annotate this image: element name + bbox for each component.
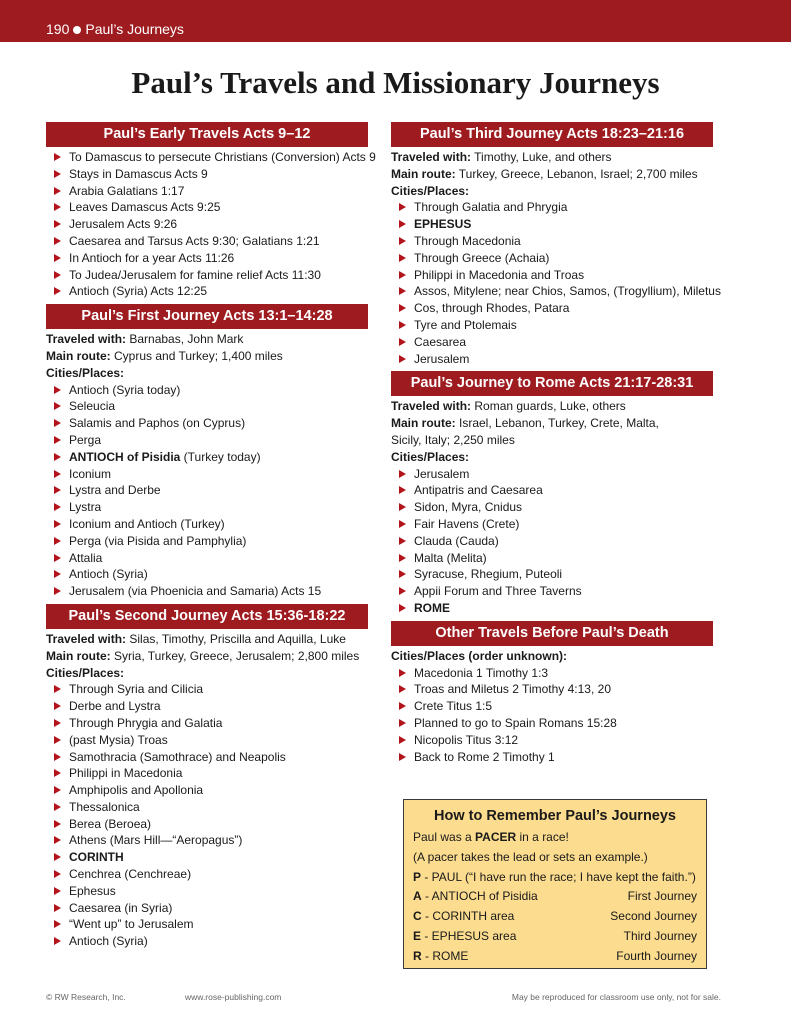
list-item: ROME (391, 600, 713, 617)
triangle-bullet-icon (399, 753, 406, 761)
list-item: Cos, through Rhodes, Patara (391, 300, 713, 317)
triangle-bullet-icon (54, 187, 61, 195)
triangle-bullet-icon (54, 570, 61, 578)
third-journey-list (391, 199, 721, 367)
triangle-bullet-icon (54, 436, 61, 444)
list-item: Salamis and Paphos (on Cyprus) (46, 415, 368, 432)
list-item: EPHESUS (391, 216, 713, 233)
traveled-with: Traveled with: Barnabas, John Mark (46, 332, 244, 347)
triangle-bullet-icon (54, 254, 61, 262)
list-item: Thessalonica (46, 799, 368, 816)
triangle-bullet-icon (54, 419, 61, 427)
main-route-continued: Sicily, Italy; 2,250 miles (391, 432, 515, 447)
running-header (46, 20, 184, 38)
list-item: Philippi in Macedonia (46, 765, 368, 782)
triangle-bullet-icon (399, 736, 406, 744)
triangle-bullet-icon (399, 537, 406, 545)
pacer-definition: (A pacer takes the lead or sets an example.) (413, 849, 648, 864)
list-item: Lystra and Derbe (46, 482, 368, 499)
traveled-with: Traveled with: Silas, Timothy, Priscilla and Aquilla, Luke (46, 631, 346, 646)
footer-notice: May be reproduced for classroom use only, not for sale. (511, 992, 721, 1002)
cities-label: Cities/Places: (391, 449, 470, 464)
section-name: Paul’s Journeys (85, 21, 184, 37)
triangle-bullet-icon (54, 920, 61, 928)
triangle-bullet-icon (54, 402, 61, 410)
triangle-bullet-icon (399, 304, 406, 312)
triangle-bullet-icon (399, 355, 406, 363)
triangle-bullet-icon (54, 287, 61, 295)
list-item: Antioch (Syria) (46, 566, 368, 583)
list-item: Perga (via Pisida and Pamphylia) (46, 533, 368, 550)
list-item: Clauda (Cauda) (391, 533, 713, 550)
list-item: Caesarea and Tarsus Acts 9:30; Galatians 1:21 (46, 233, 368, 250)
page-number: 190 (46, 21, 70, 37)
list-item: Back to Rome 2 Timothy 1 (391, 749, 713, 766)
list-item: Fair Havens (Crete) (391, 516, 713, 533)
triangle-bullet-icon (399, 719, 406, 727)
triangle-bullet-icon (399, 486, 406, 494)
traveled-with: Traveled with: Timothy, Luke, and others (391, 150, 612, 164)
triangle-bullet-icon (54, 453, 61, 461)
triangle-bullet-icon (399, 587, 406, 595)
list-item: CORINTH (46, 849, 368, 866)
triangle-bullet-icon (54, 870, 61, 878)
acrostic-row: A - ANTIOCH of Pisidia First Journey (413, 889, 697, 904)
triangle-bullet-icon (399, 220, 406, 228)
list-item: Malta (Melita) (391, 550, 713, 567)
triangle-bullet-icon (54, 820, 61, 828)
list-item: Cenchrea (Cenchreae) (46, 866, 368, 883)
triangle-bullet-icon (399, 203, 406, 211)
triangle-bullet-icon (54, 836, 61, 844)
triangle-bullet-icon (54, 554, 61, 562)
list-item: Iconium (46, 466, 368, 483)
triangle-bullet-icon (399, 321, 406, 329)
list-item: Leaves Damascus Acts 9:25 (46, 199, 368, 216)
list-item: Assos, Mitylene; near Chios, Samos, (Trogyllium), Miletus (391, 283, 713, 300)
other-travels-heading: Other Travels Before Paul’s Death (391, 621, 713, 646)
list-item: Crete Titus 1:5 (391, 698, 713, 715)
footer-copyright: © RW Research, Inc. (46, 992, 126, 1002)
triangle-bullet-icon (54, 170, 61, 178)
list-item: Jerusalem (via Phoenicia and Samaria) Acts 15 (46, 583, 368, 600)
list-item: Through Greece (Achaia) (391, 250, 713, 267)
list-item: Macedonia 1 Timothy 1:3 (391, 665, 713, 682)
rome-journey-section (391, 396, 713, 618)
triangle-bullet-icon (399, 503, 406, 511)
triangle-bullet-icon (54, 271, 61, 279)
triangle-bullet-icon (54, 702, 61, 710)
triangle-bullet-icon (54, 786, 61, 794)
triangle-bullet-icon (399, 338, 406, 346)
main-route: Main route: Cyprus and Turkey; 1,400 miles (46, 348, 283, 363)
list-item: Antioch (Syria) Acts 12:25 (46, 283, 368, 300)
right-column (391, 122, 721, 767)
bullet-dot-icon (73, 26, 81, 34)
left-column (46, 122, 376, 952)
triangle-bullet-icon (54, 203, 61, 211)
triangle-bullet-icon (54, 486, 61, 494)
list-item: Nicopolis Titus 3:12 (391, 732, 713, 749)
list-item: Philippi in Macedonia and Troas (391, 267, 713, 284)
triangle-bullet-icon (54, 503, 61, 511)
list-item: Iconium and Antioch (Turkey) (46, 516, 368, 533)
list-item: Attalia (46, 550, 368, 567)
list-item: Jerusalem (391, 466, 713, 483)
triangle-bullet-icon (399, 669, 406, 677)
list-item: In Antioch for a year Acts 11:26 (46, 250, 368, 267)
list-item: Athens (Mars Hill—“Aeropagus”) (46, 832, 368, 849)
rome-journey-list (391, 466, 713, 617)
second-journey-heading: Paul’s Second Journey Acts 15:36-18:22 (46, 604, 368, 629)
list-item: Caesarea (391, 334, 713, 351)
list-item: Jerusalem (391, 351, 713, 368)
list-item: Sidon, Myra, Cnidus (391, 499, 713, 516)
acrostic-row: R - ROME Fourth Journey (413, 948, 697, 963)
list-item: Stays in Damascus Acts 9 (46, 166, 368, 183)
acrostic-row: P - PAUL (“I have run the race; I have kept the faith.”) (413, 869, 696, 884)
triangle-bullet-icon (399, 685, 406, 693)
list-item: Appii Forum and Three Taverns (391, 583, 713, 600)
list-item: Jerusalem Acts 9:26 (46, 216, 368, 233)
triangle-bullet-icon (54, 587, 61, 595)
traveled-with: Traveled with: Roman guards, Luke, others (391, 399, 626, 414)
main-route: Main route: Syria, Turkey, Greece, Jerusalem; 2,800 miles (46, 648, 360, 663)
triangle-bullet-icon (54, 736, 61, 744)
triangle-bullet-icon (399, 287, 406, 295)
second-journey-section (46, 629, 368, 952)
acrostic-row: C - CORINTH area Second Journey (413, 909, 697, 924)
list-item: Samothracia (Samothrace) and Neapolis (46, 749, 368, 766)
list-item: Syracuse, Rhegium, Puteoli (391, 566, 713, 583)
other-travels-section (391, 646, 713, 768)
rome-journey-heading: Paul’s Journey to Rome Acts 21:17-28:31 (391, 371, 713, 396)
triangle-bullet-icon (399, 570, 406, 578)
acrostic-row: E - EPHESUS area Third Journey (413, 928, 697, 943)
triangle-bullet-icon (399, 520, 406, 528)
triangle-bullet-icon (54, 237, 61, 245)
top-banner (0, 0, 791, 42)
triangle-bullet-icon (54, 470, 61, 478)
list-item: Perga (46, 432, 368, 449)
list-item: Arabia Galatians 1:17 (46, 183, 368, 200)
first-journey-section (46, 329, 368, 602)
triangle-bullet-icon (399, 254, 406, 262)
triangle-bullet-icon (54, 769, 61, 777)
list-item: Seleucia (46, 398, 368, 415)
cities-label: Cities/Places (order unknown): (391, 648, 568, 663)
cities-label: Cities/Places: (391, 183, 470, 198)
other-travels-list (391, 665, 713, 766)
triangle-bullet-icon (54, 753, 61, 761)
triangle-bullet-icon (54, 803, 61, 811)
triangle-bullet-icon (399, 271, 406, 279)
list-item: Through Phrygia and Galatia (46, 715, 368, 732)
list-item: Through Macedonia (391, 233, 713, 250)
triangle-bullet-icon (399, 554, 406, 562)
list-item: Lystra (46, 499, 368, 516)
list-item: Tyre and Ptolemais (391, 317, 713, 334)
list-item: Derbe and Lystra (46, 698, 368, 715)
list-item: (past Mysia) Troas (46, 732, 368, 749)
list-item: Planned to go to Spain Romans 15:28 (391, 715, 713, 732)
list-item: Antipatris and Caesarea (391, 482, 713, 499)
footer-website: www.rose-publishing.com (185, 992, 282, 1002)
triangle-bullet-icon (54, 937, 61, 945)
triangle-bullet-icon (54, 685, 61, 693)
early-travels-heading: Paul’s Early Travels Acts 9–12 (46, 122, 368, 147)
list-item: Antioch (Syria today) (46, 382, 368, 399)
main-route: Main route: Turkey, Greece, Lebanon, Israel; 2,700 miles (391, 166, 698, 181)
triangle-bullet-icon (399, 702, 406, 710)
triangle-bullet-icon (54, 153, 61, 161)
triangle-bullet-icon (54, 904, 61, 912)
list-item: Berea (Beroea) (46, 816, 368, 833)
second-journey-list (46, 681, 368, 950)
remember-title: How to Remember Paul’s Journeys (433, 808, 676, 824)
remember-box (403, 799, 707, 969)
list-item: Through Galatia and Phrygia (391, 199, 713, 216)
triangle-bullet-icon (54, 537, 61, 545)
cities-label: Cities/Places: (46, 665, 125, 680)
list-item: ANTIOCH of Pisidia (Turkey today) (46, 449, 368, 466)
triangle-bullet-icon (54, 520, 61, 528)
main-route: Main route: Israel, Lebanon, Turkey, Crete, Malta, (391, 416, 659, 431)
list-item: “Went up” to Jerusalem (46, 916, 368, 933)
page-title: Paul’s Travels and Missionary Journeys (131, 65, 660, 100)
triangle-bullet-icon (54, 719, 61, 727)
first-journey-list (46, 382, 368, 600)
triangle-bullet-icon (54, 887, 61, 895)
triangle-bullet-icon (399, 470, 406, 478)
triangle-bullet-icon (399, 604, 406, 612)
first-journey-heading: Paul’s First Journey Acts 13:1–14:28 (46, 304, 368, 329)
triangle-bullet-icon (54, 853, 61, 861)
early-travels-list (46, 149, 376, 300)
early-travels-section (46, 147, 376, 302)
list-item: Through Syria and Cilicia (46, 681, 368, 698)
list-item: Amphipolis and Apollonia (46, 782, 368, 799)
list-item: Troas and Miletus 2 Timothy 4:13, 20 (391, 681, 713, 698)
third-journey-section (391, 147, 721, 369)
pacer-line: Paul was a PACER in a race! (413, 830, 569, 844)
list-item: Caesarea (in Syria) (46, 900, 368, 917)
list-item: To Damascus to persecute Christians (Conversion) Acts 9 (46, 149, 368, 166)
cities-label: Cities/Places: (46, 365, 125, 380)
list-item: Ephesus (46, 883, 368, 900)
triangle-bullet-icon (399, 237, 406, 245)
triangle-bullet-icon (54, 386, 61, 394)
list-item: Antioch (Syria) (46, 933, 368, 950)
third-journey-heading: Paul’s Third Journey Acts 18:23–21:16 (391, 122, 713, 147)
list-item: To Judea/Jerusalem for famine relief Acts 11:30 (46, 267, 368, 284)
triangle-bullet-icon (54, 220, 61, 228)
